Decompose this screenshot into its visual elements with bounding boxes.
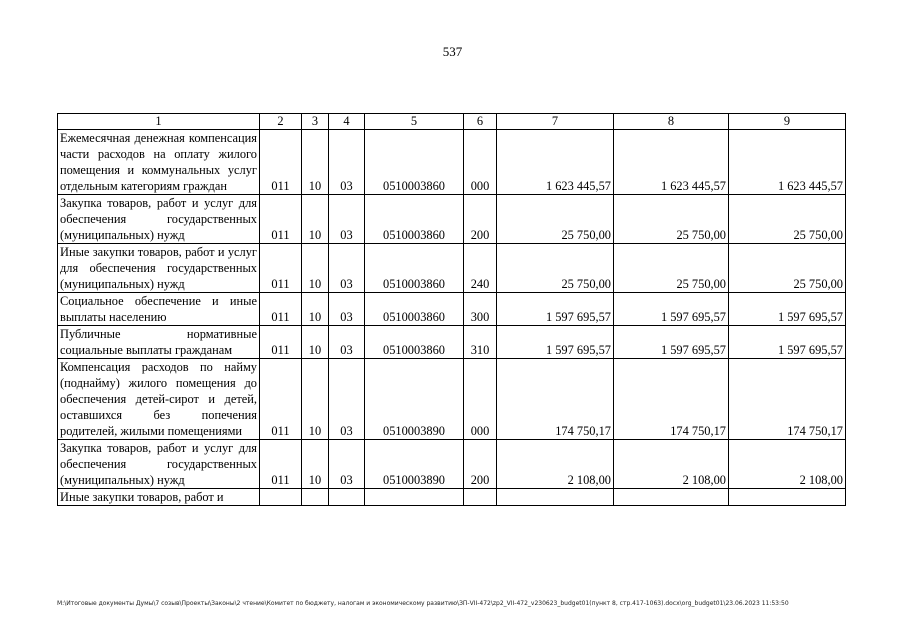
amount-cell: 1 597 695,57 xyxy=(729,326,846,359)
section-code-cell: 10 xyxy=(302,326,329,359)
row-name-cell: Иные закупки товаров, работ и xyxy=(58,489,260,506)
row-name-cell: Иные закупки товаров, работ и услуг для обеспечения государственных (муниципальных) нужд xyxy=(58,244,260,293)
row-name-cell: Социальное обеспечение и иные выплаты населению xyxy=(58,293,260,326)
ministry-code-cell: 011 xyxy=(260,293,302,326)
amount-cell xyxy=(614,489,729,506)
section-code-cell: 10 xyxy=(302,244,329,293)
amount-cell: 174 750,17 xyxy=(729,359,846,440)
target-article-cell: 0510003890 xyxy=(365,359,464,440)
amount-cell: 2 108,00 xyxy=(497,440,614,489)
amount-cell: 1 623 445,57 xyxy=(497,130,614,195)
subsection-code-cell: 03 xyxy=(329,244,365,293)
section-code-cell: 10 xyxy=(302,359,329,440)
section-code-cell: 10 xyxy=(302,293,329,326)
table-row xyxy=(58,489,846,506)
amount-cell: 1 597 695,57 xyxy=(497,326,614,359)
subsection-code-cell: 03 xyxy=(329,359,365,440)
ministry-code-cell: 011 xyxy=(260,326,302,359)
section-code-cell: 10 xyxy=(302,130,329,195)
table-row xyxy=(58,326,846,359)
ministry-code-cell: 011 xyxy=(260,440,302,489)
column-header: 5 xyxy=(365,114,464,130)
column-header: 3 xyxy=(302,114,329,130)
target-article-cell: 0510003860 xyxy=(365,130,464,195)
expense-type-cell: 310 xyxy=(464,326,497,359)
column-header: 4 xyxy=(329,114,365,130)
table-row xyxy=(58,195,846,244)
section-code-cell: 10 xyxy=(302,195,329,244)
row-name-cell: Компенсация расходов по найму (поднайму) жилого помещения до обеспечения детей-сирот и детей, оставшихся без попечения родителей, жилыми помещениями xyxy=(58,359,260,440)
amount-cell: 1 597 695,57 xyxy=(729,293,846,326)
page-number: 537 xyxy=(442,44,463,59)
expense-type-cell: 000 xyxy=(464,359,497,440)
amount-cell: 1 597 695,57 xyxy=(497,293,614,326)
row-name-cell: Публичные нормативные социальные выплаты гражданам xyxy=(58,326,260,359)
table-row xyxy=(58,293,846,326)
ministry-code-cell: 011 xyxy=(260,359,302,440)
ministry-code-cell: 011 xyxy=(260,244,302,293)
table-row xyxy=(58,130,846,195)
expense-type-cell: 300 xyxy=(464,293,497,326)
amount-cell: 25 750,00 xyxy=(729,195,846,244)
table-row xyxy=(58,440,846,489)
ministry-code-cell: 011 xyxy=(260,195,302,244)
amount-cell: 1 623 445,57 xyxy=(729,130,846,195)
ministry-code-cell: 011 xyxy=(260,130,302,195)
amount-cell: 25 750,00 xyxy=(729,244,846,293)
amount-cell: 1 597 695,57 xyxy=(614,293,729,326)
table-header-row xyxy=(58,114,846,130)
amount-cell: 25 750,00 xyxy=(614,195,729,244)
amount-cell: 25 750,00 xyxy=(497,195,614,244)
column-header: 2 xyxy=(260,114,302,130)
ministry-code-cell xyxy=(260,489,302,506)
amount-cell: 1 623 445,57 xyxy=(614,130,729,195)
budget-table xyxy=(57,113,846,506)
amount-cell xyxy=(729,489,846,506)
amount-cell xyxy=(497,489,614,506)
table-row xyxy=(58,244,846,293)
section-code-cell: 10 xyxy=(302,440,329,489)
target-article-cell: 0510003860 xyxy=(365,293,464,326)
target-article-cell xyxy=(365,489,464,506)
column-header: 7 xyxy=(497,114,614,130)
subsection-code-cell: 03 xyxy=(329,195,365,244)
section-code-cell xyxy=(302,489,329,506)
target-article-cell: 0510003890 xyxy=(365,440,464,489)
subsection-code-cell: 03 xyxy=(329,326,365,359)
expense-type-cell: 000 xyxy=(464,130,497,195)
amount-cell: 25 750,00 xyxy=(497,244,614,293)
document-footer-path: M:\Итоговые документы Думы\7 созыв\Проекты\Законы\2 чтение\Комитет по бюджету, налогам и экономическому развитию\ЗП-VII-472\zp2_VII-472_v230623_budget01(пункт 8, стр.417-1063).docx\org_budget01\23.06.2023 11:53:50 xyxy=(57,600,789,607)
expense-type-cell: 240 xyxy=(464,244,497,293)
target-article-cell: 0510003860 xyxy=(365,244,464,293)
subsection-code-cell: 03 xyxy=(329,440,365,489)
table-row xyxy=(58,359,846,440)
subsection-code-cell xyxy=(329,489,365,506)
expense-type-cell: 200 xyxy=(464,195,497,244)
amount-cell: 2 108,00 xyxy=(729,440,846,489)
subsection-code-cell: 03 xyxy=(329,293,365,326)
column-header: 6 xyxy=(464,114,497,130)
target-article-cell: 0510003860 xyxy=(365,195,464,244)
row-name-cell: Закупка товаров, работ и услуг для обеспечения государственных (муниципальных) нужд xyxy=(58,440,260,489)
amount-cell: 2 108,00 xyxy=(614,440,729,489)
expense-type-cell xyxy=(464,489,497,506)
target-article-cell: 0510003860 xyxy=(365,326,464,359)
subsection-code-cell: 03 xyxy=(329,130,365,195)
column-header: 9 xyxy=(729,114,846,130)
column-header: 8 xyxy=(614,114,729,130)
row-name-cell: Ежемесячная денежная компенсация части расходов на оплату жилого помещения и коммунальных услуг отдельным категориям граждан xyxy=(58,130,260,195)
row-name-cell: Закупка товаров, работ и услуг для обеспечения государственных (муниципальных) нужд xyxy=(58,195,260,244)
amount-cell: 25 750,00 xyxy=(614,244,729,293)
column-header: 1 xyxy=(58,114,260,130)
expense-type-cell: 200 xyxy=(464,440,497,489)
amount-cell: 1 597 695,57 xyxy=(614,326,729,359)
amount-cell: 174 750,17 xyxy=(614,359,729,440)
amount-cell: 174 750,17 xyxy=(497,359,614,440)
